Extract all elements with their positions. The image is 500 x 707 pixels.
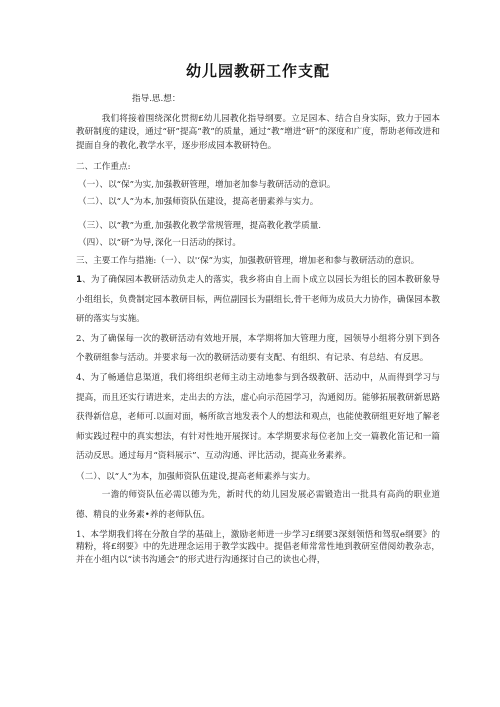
document-title: 幼儿园教研工作支配 — [185, 62, 330, 80]
focus-point — [76, 179, 440, 193]
measure-4-paragraph: 4、为了畅通信息渠道，我们将组织老师主动主动地参与到各级教研、活动中，从而得到学习与提高，而且还实行请进来，走出去的方法，虚心向示范园学习，沟通阅历。能够拓展教研新思路获得新信息，老师可.以面对面，畅所欲言地发表个人的想法和观点，也能使教研组更好地了解老师实践过程中的真实想法，有针对性地开展探讨。本学期要求每位老加上交一篇教化笛记和一篇活动反思。通过每月“资料展示”、互动沟通、评比活动，提高业务素养。 — [76, 372, 440, 462]
section-3-heading: 三、主要工作与措施:（一）、以'‘保”为实，加强教研管理，增加老和参与教研活动的意识。 — [76, 255, 420, 266]
guide-label: 指导.思.想： — [132, 94, 181, 104]
measure-1-paragraph: 1、为了确保园本教研活动负走人的落实，我乡将由自上而卜成立以园长为组长的园本教研象导小组组长，负费制定园本教研目标，两位副园长为副组长,骨干老师为成员大力协作，确保园本教研的落实与实施。 — [76, 275, 440, 325]
focus-point-label: （四）、以“研”为导, — [78, 238, 154, 248]
focus-point-label: （三）、以“教”为重, — [78, 220, 154, 231]
focus-point — [76, 220, 440, 234]
measure-1-text: 、为了确保园本教研活动负走人的落实，我乡将由自上而卜成立以园长为组长的园本教研象导小组组长，负费制定园本教研目标，两位副园长为副组长,骨干老师为成员大力协作，确保园本教研的落实与实施。 — [76, 275, 440, 325]
focus-point — [76, 196, 440, 210]
focus-point-text: 加强师资队伍建设，提高老册素养与实力。 — [155, 197, 319, 207]
focus-point-text: 加强教化教学常规管理，提高教化教学质量. — [155, 220, 322, 231]
focus-point-text: 加强教研管理，增加老加参与教研活动的意识。 — [155, 179, 336, 190]
subsection-2-paragraph: 一澹的师资队伍必需以德为先，新时代的幼儿园发展必需锻造出一批具有高尚的职业道德、精良的业务素•养的老师队伍。 — [76, 490, 440, 521]
focus-point-text: 深化一日活动的探讨。 — [155, 238, 241, 248]
focus-point-label: （二）、以“人”为本, — [78, 197, 154, 207]
focus-point — [76, 237, 440, 251]
focus-points-list — [76, 179, 440, 251]
subsection-2-heading: （二）、以“人”为本，加强师资队伍建设,提高老师素养与实力。 — [76, 471, 316, 482]
focus-point-label: （一）、以“保”为实, — [78, 179, 154, 190]
study-paragraph: 1、本学期我们将在分散自学的基础上，激励老师进一步学习£纲要3深刻领悟和驾驭e纲要》的精粉，将£纲要》中的先进理念运用于教学实践中。提倡老师常常性地到教研室借阅幼教杂志，并在小组内以“读书沟通会”的形式进行沟通探讨自己的读也心得， — [76, 529, 440, 565]
intro-paragraph: 我们将接着围绕深化贯彻£幼儿园教化指导纲要。立足园本、结合自身实际，致力于园本教研制度的建设，通过“研”提高“教”的质量，通过“教”增进“研”的深度和广度，帮助老师改进和提面自身的教化,教学水平，逐步形成园本教研特色。 — [76, 113, 440, 151]
section-2-heading: 二、工作重点: — [76, 162, 131, 172]
measure-2-paragraph: 2、为了确保每一次的教研活动有效地开展，本学期将加大管理力度，园领导小组将分别下到各个教研组参与活动。并要求每一次的教研活动要有支配、有组织、有记录、有总结、有反思。 — [76, 333, 440, 364]
